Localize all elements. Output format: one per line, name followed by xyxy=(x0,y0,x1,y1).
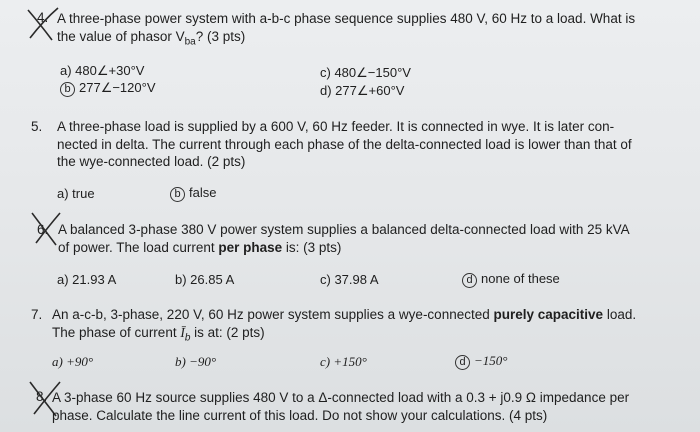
q7-line1-bold: purely capacitive xyxy=(493,307,604,322)
q4-line2-text: the value of phasor V xyxy=(57,29,185,44)
q4-option-a: a) 480∠+30°V xyxy=(60,63,145,78)
q7-line2-end: is at: (2 pts) xyxy=(190,325,265,340)
q5-number: 5. xyxy=(31,119,43,134)
q7-line1 xyxy=(52,306,636,323)
q5-option-a: a) true xyxy=(57,186,95,201)
q7-line1-end: load. xyxy=(603,307,637,322)
q7-line2-var: Ī xyxy=(180,325,185,340)
q5-line2: nected in delta. The current through each phase of the delta-connected load is lower than that of xyxy=(57,137,632,152)
q8-line1: A 3-phase 60 Hz source supplies 480 V to a Δ-connected load with a 0.3 + j0.9 Ω impedance per xyxy=(52,390,630,405)
q7-option-d xyxy=(455,353,507,370)
q8-line2: phase. Calculate the line current of this load. Do not show your calculations. (4 pts) xyxy=(52,408,548,423)
q6-option-d-circle: d xyxy=(462,273,477,288)
q6-option-a: a) 21.93 A xyxy=(57,272,117,287)
q4-number: 4. xyxy=(37,10,49,25)
q4-option-c: c) 480∠−150°V xyxy=(320,65,411,80)
q5-line1: A three-phase load is supplied by a 600 V, 60 Hz feeder. It is connected in wye. It is later con- xyxy=(57,119,615,134)
q7-option-b: b) −90° xyxy=(175,354,217,369)
q6-line2-start: of power. The load current xyxy=(58,240,219,255)
q5-option-b-circle: b xyxy=(170,187,185,202)
q4-line1: A three-phase power system with a-b-c phase sequence supplies 480 V, 60 Hz to a load. What is xyxy=(57,11,636,26)
q5-line3: the wye-connected load. (2 pts) xyxy=(57,154,246,169)
q6-option-c: c) 37.98 A xyxy=(320,272,379,287)
q7-line2-start: The phase of current xyxy=(52,325,181,340)
q6-line1: A balanced 3-phase 380 V power system supplies a balanced delta-connected load with 25 kVA xyxy=(58,222,630,237)
q6-line2 xyxy=(58,239,341,256)
q5-option-b-text: false xyxy=(189,185,217,200)
q7-option-a: a) +90° xyxy=(52,354,94,369)
q5-option-b xyxy=(170,185,216,202)
q7-number: 7. xyxy=(31,307,43,322)
q8-number: 8. xyxy=(36,389,48,404)
q7-option-c: c) +150° xyxy=(320,354,367,369)
q4-line2-end: ? (3 pts) xyxy=(195,29,246,44)
q7-line2 xyxy=(52,324,265,347)
q4-option-d: d) 277∠+60°V xyxy=(320,83,405,98)
q7-option-d-text: −150° xyxy=(474,353,508,368)
q7-line2-subscript: b xyxy=(184,332,191,344)
q6-option-d-text: none of these xyxy=(481,271,560,286)
q6-option-d xyxy=(462,271,560,288)
q6-line2-end: is: (3 pts) xyxy=(282,240,342,255)
q4-line2-subscript: ba xyxy=(184,36,196,48)
q6-option-b: b) 26.85 A xyxy=(175,272,235,287)
q4-option-b xyxy=(60,80,156,97)
q6-number: 6. xyxy=(37,222,49,237)
q7-option-d-circle: d xyxy=(455,355,470,370)
q4-option-b-text: 277∠−120°V xyxy=(79,80,156,95)
q4-option-b-circle: b xyxy=(60,82,75,97)
q7-line1-start: An a-c-b, 3-phase, 220 V, 60 Hz power system supplies a wye-connected xyxy=(52,307,494,322)
q4-line2 xyxy=(57,28,245,51)
q6-line2-bold: per phase xyxy=(218,240,283,255)
